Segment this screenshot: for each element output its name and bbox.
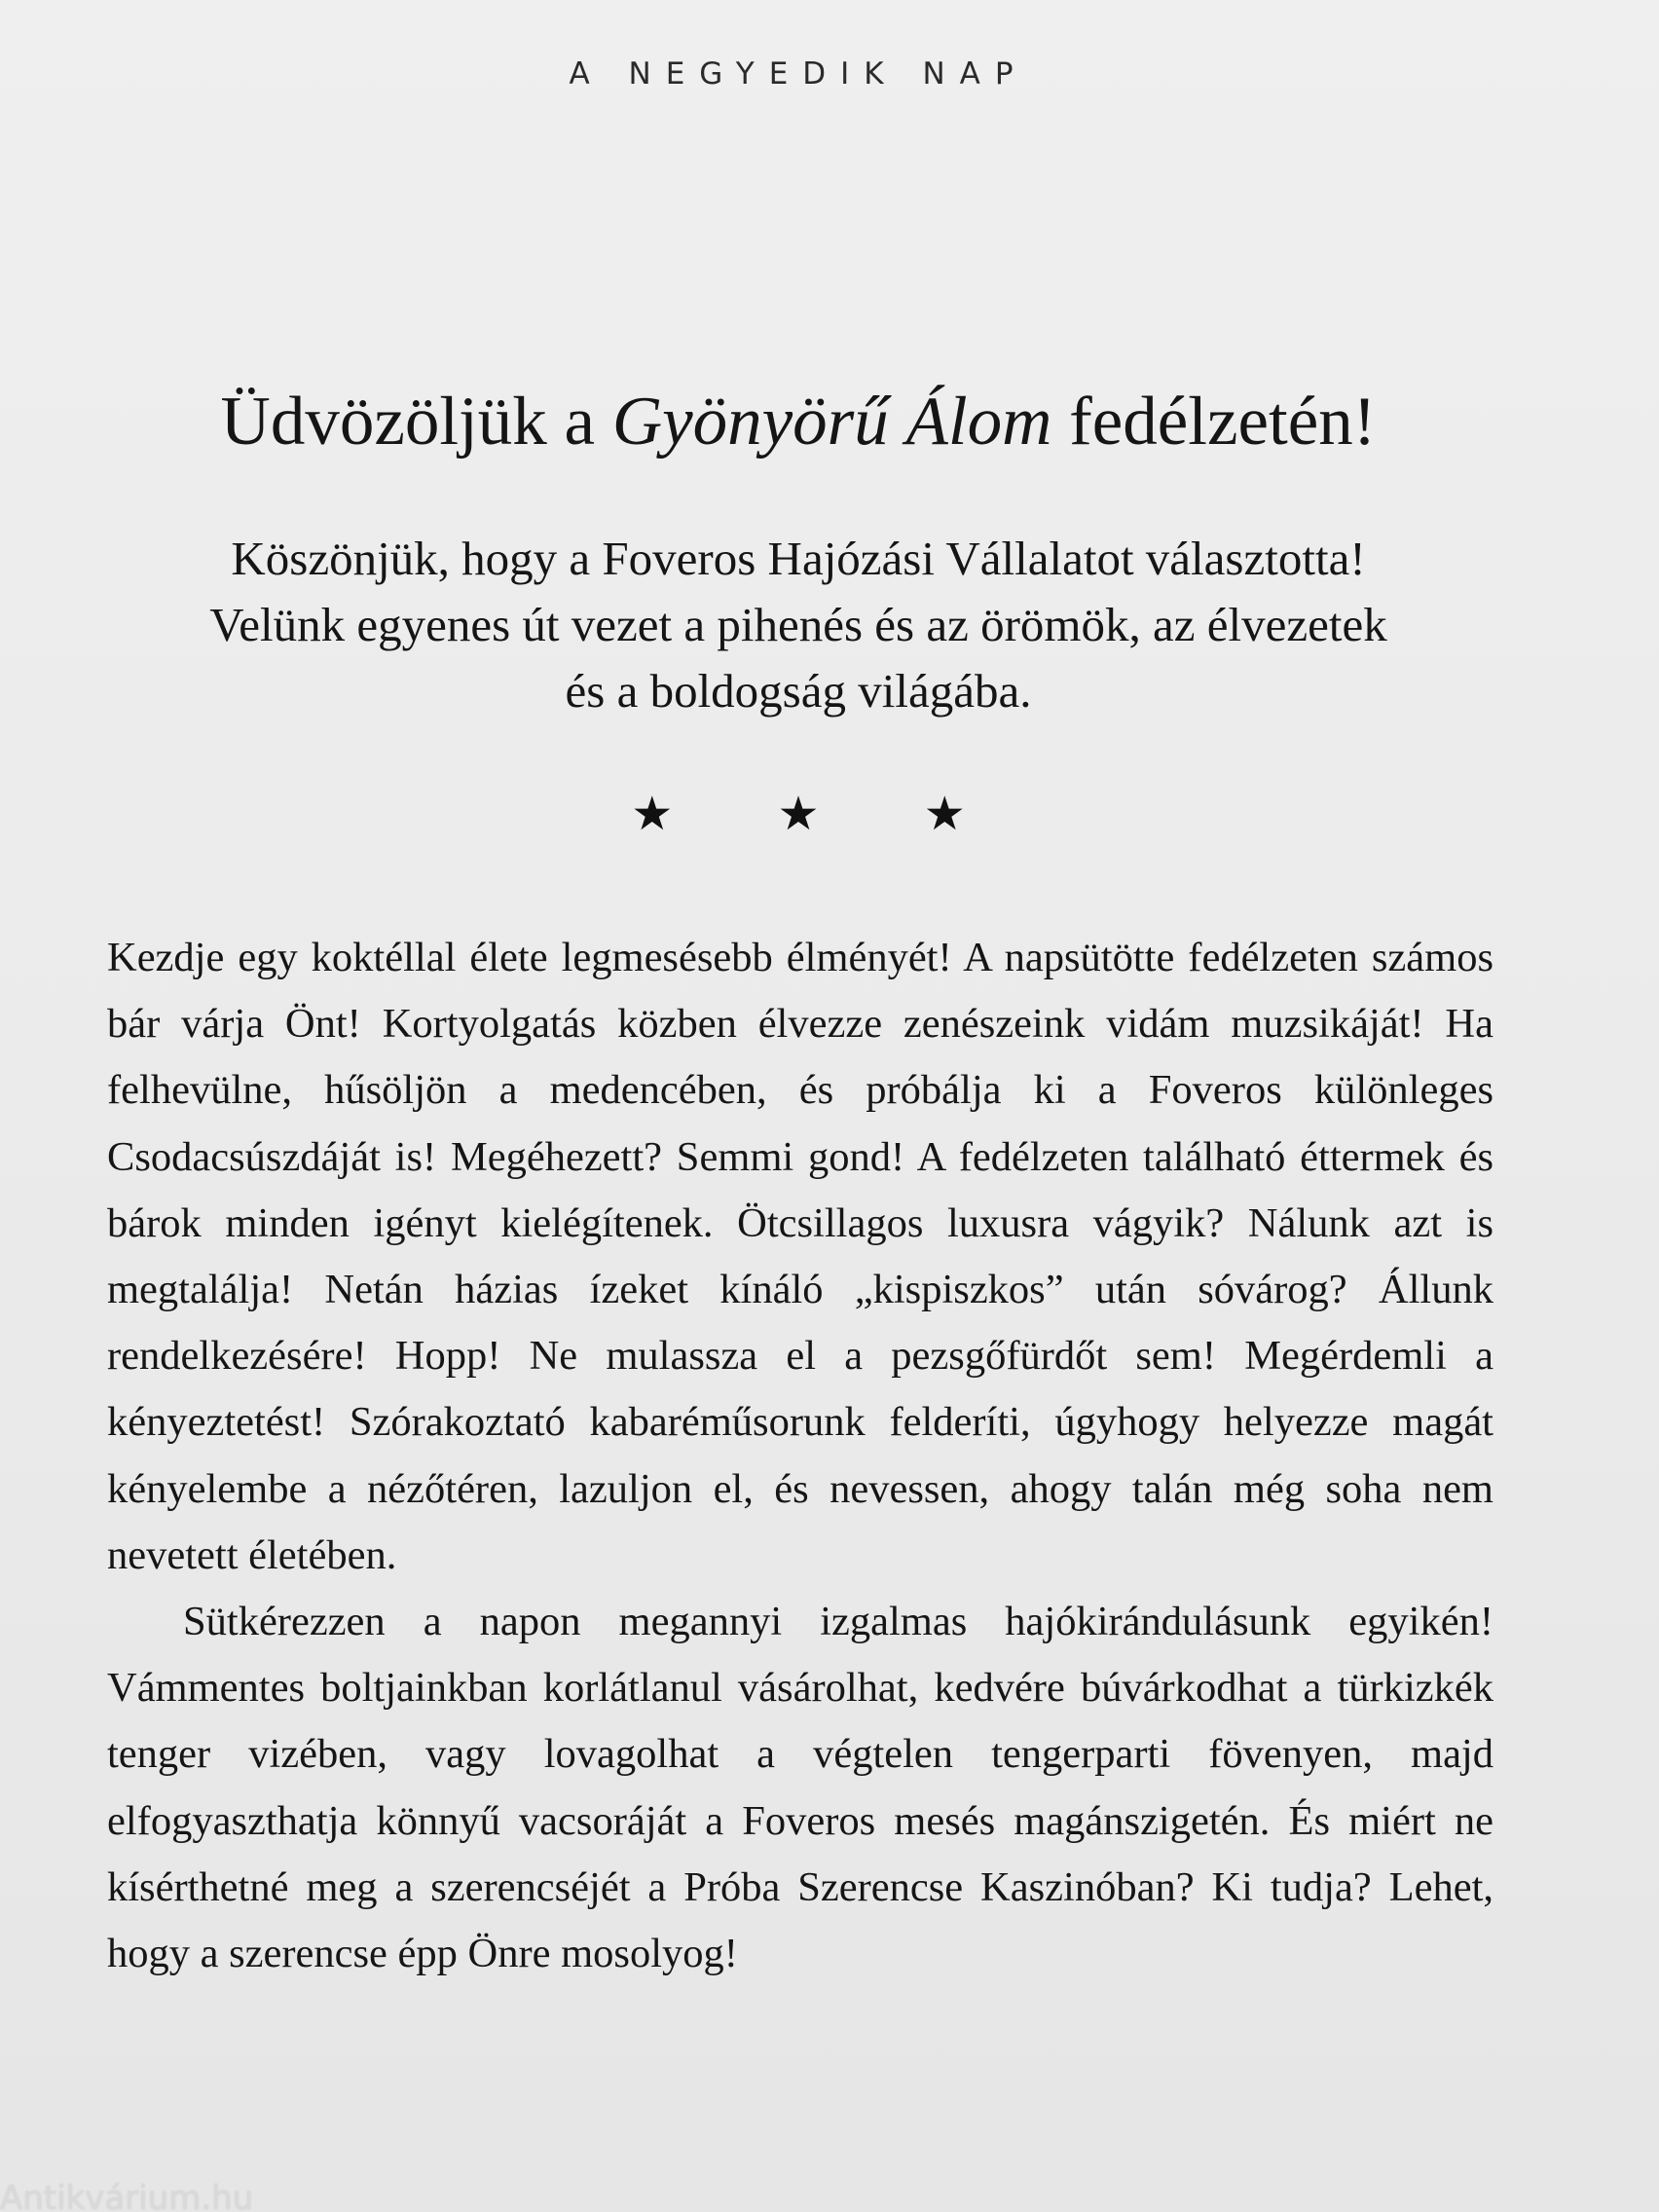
paragraph-2: Sütkérezzen a napon megannyi izgalmas hajókirándulásunk egyikén! Vámmentes boltjainkban korlátlanul vásárolhat, kedvére búvárkodhat a türkizkék tenger vizében, vagy lovagolhat a végtelen tengerparti fövenyen, majd elfogyaszthatja könnyű vacsoráját a Foveros mesés magánszigetén. És miért ne kísérthetné meg a szerencséjét a Próba Szerencse Kaszinóban? Ki tudja? Lehet, hogy a szerencse épp Önre mosolyog! [107,1599,1493,1977]
page-title [0,378,1597,465]
body-text [107,925,1493,1987]
paragraph-1: Kezdje egy koktéllal élete legmesésebb élményét! A napsütötte fedélzeten számos bár várja Önt! Kortyolgatás közben élvezze zenészeink vidám muzsikáját! Ha felhevülne, hűsöljön a medencében, és próbálja ki a Foveros különleges Csodacsúszdáját is! Megéhezett? Semmi gond! A fedélzeten található éttermek és bárok minden igényt kielégítenek. Ötcsillagos luxusra vágyik? Nálunk azt is megtalálja! Netán házias ízeket kínáló „kispiszkos” után sóvárog? Állunk rendelkezésére! Hopp! Ne mulassza el a pezsgőfürdőt sem! Megérdemli a kényeztetést! Szórakoztató kabaréműsorunk felderíti, úgyhogy helyezze magát kényelembe a nézőtéren, lazuljon el, és nevessen, ahogy talán még soha nem nevetett életében. [107,935,1493,1578]
subtitle [78,526,1519,724]
title-ship-name: Gyönyörű Álom [611,384,1052,460]
star-separator: ★ ★ ★ [631,787,1011,841]
title-after: fedélzetén! [1051,384,1377,460]
watermark: Antikvárium.hu [0,2179,254,2212]
title-before: Üdvözöljük a [220,384,612,460]
subtitle-line-2: Velünk egyenes út vezet a pihenés és az örömök, az élvezetek [209,598,1387,651]
subtitle-line-3: és a boldogság világába. [565,664,1032,718]
subtitle-line-1: Köszönjük, hogy a Foveros Hajózási Vállalatot választotta! [231,532,1366,585]
running-head: A NEGYEDIK NAP [569,56,1028,92]
